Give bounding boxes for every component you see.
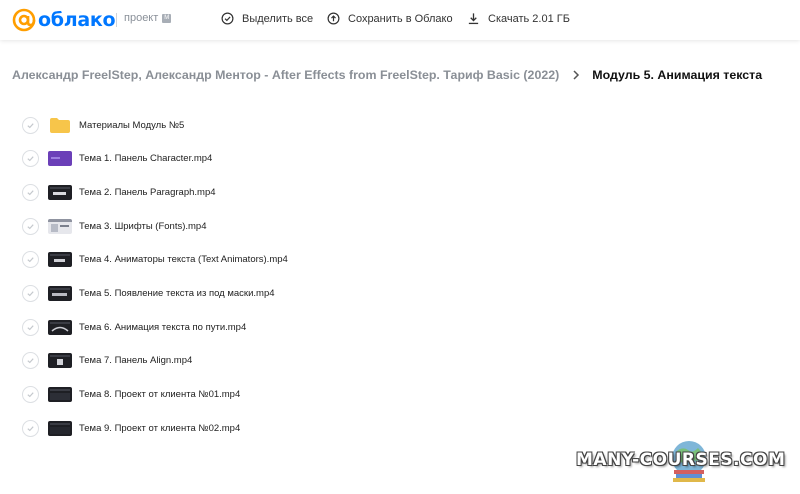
select-checkbox[interactable] xyxy=(22,285,39,302)
project-label: проект xyxy=(124,12,159,24)
logo-divider xyxy=(116,13,117,27)
cloud-logo[interactable] xyxy=(12,8,115,32)
video-thumbnail xyxy=(48,185,72,200)
select-checkbox[interactable] xyxy=(22,352,39,369)
video-thumbnail xyxy=(48,219,72,234)
save-to-cloud-label: Сохранить в Облако xyxy=(348,12,453,25)
breadcrumb-parent-link[interactable]: Александр FreelStep, Александр Ментор - After Effects from FreelStep. Тариф Basic (2022) xyxy=(12,68,560,82)
checkmark-icon xyxy=(26,323,35,332)
video-thumbnail xyxy=(48,252,72,267)
checkmark-icon xyxy=(26,154,35,163)
checkmark-icon xyxy=(26,356,35,365)
video-thumbnail xyxy=(48,286,72,301)
at-sign-logo-icon xyxy=(12,8,36,32)
file-name[interactable]: Тема 7. Панель Align.mp4 xyxy=(79,355,193,367)
select-checkbox[interactable] xyxy=(22,218,39,235)
checkmark-icon xyxy=(26,188,35,197)
cloud-upload-icon xyxy=(327,12,340,25)
select-checkbox[interactable] xyxy=(22,251,39,268)
list-item[interactable] xyxy=(0,277,800,311)
breadcrumb xyxy=(12,67,762,83)
checkmark-icon xyxy=(26,121,35,130)
list-item[interactable] xyxy=(0,108,800,142)
checkmark-icon xyxy=(26,390,35,399)
video-thumbnail xyxy=(48,320,72,335)
watermark-text: MANY-COURSES.COM xyxy=(576,450,786,470)
file-name[interactable]: Тема 3. Шрифты (Fonts).mp4 xyxy=(79,220,207,232)
video-thumbnail xyxy=(48,387,72,402)
list-item[interactable] xyxy=(0,344,800,378)
file-name[interactable]: Тема 2. Панель Paragraph.mp4 xyxy=(79,186,216,198)
list-item[interactable] xyxy=(0,209,800,243)
select-checkbox[interactable] xyxy=(22,319,39,336)
file-name[interactable]: Материалы Модуль №5 xyxy=(79,119,185,131)
select-all-button[interactable] xyxy=(221,12,313,25)
select-checkbox[interactable] xyxy=(22,184,39,201)
list-item[interactable] xyxy=(0,310,800,344)
logo-text: облако xyxy=(38,9,116,31)
file-name[interactable]: Тема 5. Появление текста из под маски.mp4 xyxy=(79,288,275,299)
check-circle-icon xyxy=(221,12,234,25)
download-label: Скачать 2.01 ГБ xyxy=(488,12,570,25)
download-button[interactable] xyxy=(467,12,570,25)
project-label-group xyxy=(124,12,171,24)
list-item[interactable] xyxy=(0,243,800,277)
folder-icon xyxy=(50,118,70,133)
checkmark-icon xyxy=(26,255,35,264)
select-all-label: Выделить все xyxy=(242,12,314,25)
video-thumbnail xyxy=(48,421,72,436)
select-checkbox[interactable] xyxy=(22,386,39,403)
file-name[interactable]: Тема 4. Аниматоры текста (Text Animators).mp4 xyxy=(79,254,288,266)
list-item[interactable] xyxy=(0,378,800,412)
checkmark-icon xyxy=(26,289,35,298)
save-to-cloud-button[interactable] xyxy=(327,12,453,25)
file-name[interactable]: Тема 6. Анимация текста по пути.mp4 xyxy=(79,321,247,333)
checkmark-icon xyxy=(26,222,35,231)
select-checkbox[interactable] xyxy=(22,117,39,134)
select-checkbox[interactable] xyxy=(22,150,39,167)
breadcrumb-current: Модуль 5. Анимация текста xyxy=(592,68,763,82)
select-checkbox[interactable] xyxy=(22,420,39,437)
download-icon xyxy=(467,12,480,25)
video-thumbnail xyxy=(48,353,72,368)
file-name[interactable]: Тема 8. Проект от клиента №01.mp4 xyxy=(79,389,241,401)
list-item[interactable] xyxy=(0,175,800,209)
project-badge: M xyxy=(164,14,170,21)
list-item[interactable] xyxy=(0,142,800,176)
chevron-right-icon xyxy=(571,70,581,80)
file-name[interactable]: Тема 1. Панель Character.mp4 xyxy=(79,153,213,165)
checkmark-icon xyxy=(26,424,35,433)
video-thumbnail xyxy=(48,151,72,166)
top-bar xyxy=(0,0,800,40)
file-name[interactable]: Тема 9. Проект от клиента №02.mp4 xyxy=(79,422,241,434)
